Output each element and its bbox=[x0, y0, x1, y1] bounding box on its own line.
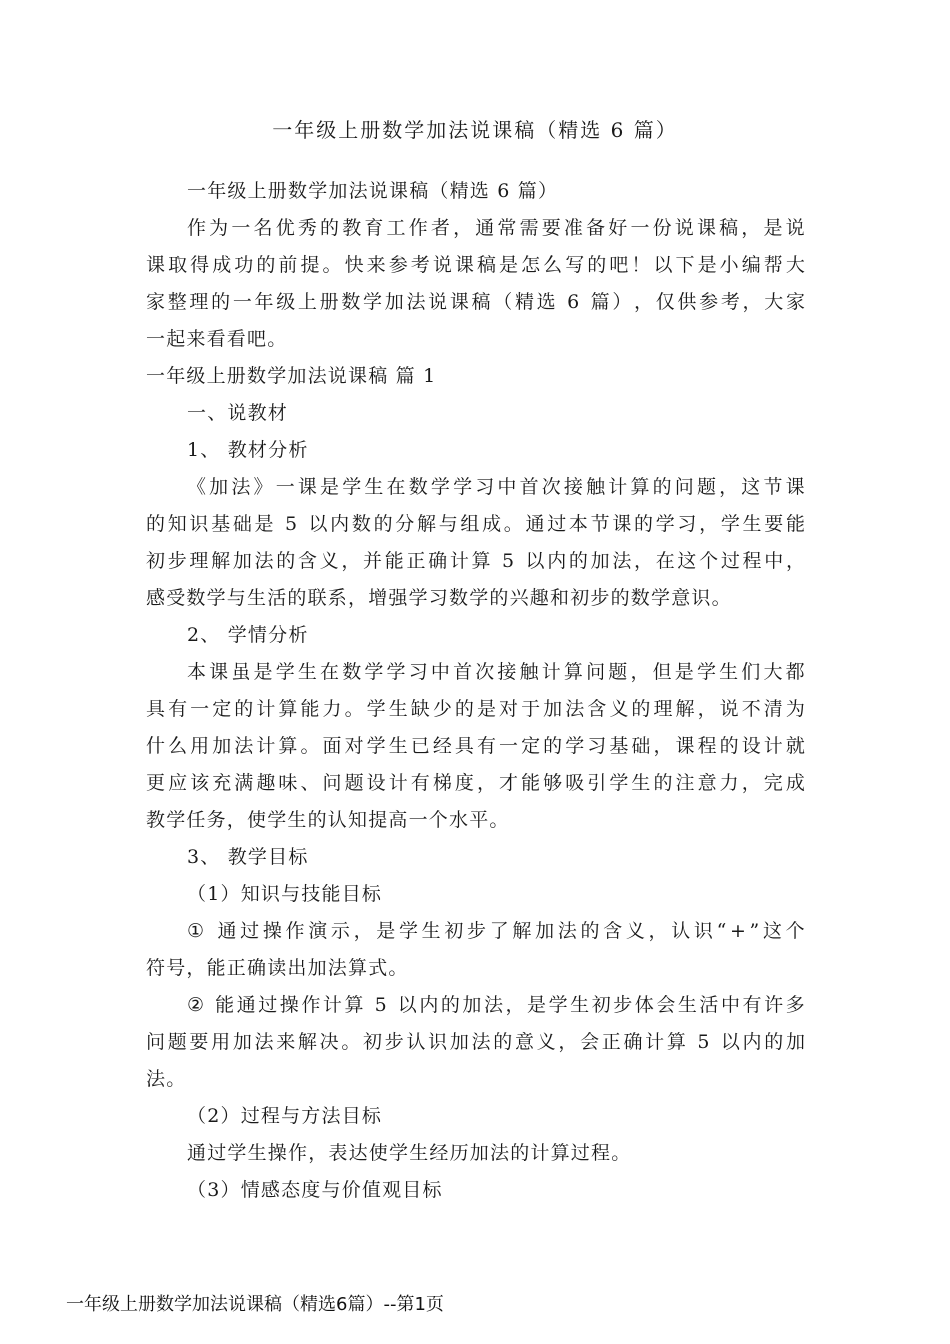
section-heading: 一年级上册数学加法说课稿 篇 1 bbox=[146, 365, 437, 387]
subsection-heading: 一、说教材 bbox=[187, 402, 289, 424]
paragraph-line: 什 么 用 加 法 计 算 。 面 对 学 生 已 经 具 有 一 定 的 学 习 基 础 ， 课 程 的 设 计 就 bbox=[146, 735, 805, 757]
paragraph-line: ② 能 通 过 操 作 计 算 5 以 内 的 加 法 ， 是 学 生 初 步 体 会 生 活 中 有 许 多 bbox=[187, 994, 805, 1016]
paragraph-line: 作 为 一 名 优 秀 的 教 育 工 作 者 ， 通 常 需 要 准 备 好 一 份 说 课 稿 ， 是 说 bbox=[187, 217, 805, 239]
paragraph-line: 教学任务，使学生的认知提高一个水平。 bbox=[146, 809, 510, 831]
document-title: 一年级上册数学加法说课稿（精选 6 篇） bbox=[272, 118, 678, 142]
paragraph-line: 感受数学与生活的联系，增强学习数学的兴趣和初步的数学意识。 bbox=[146, 587, 732, 609]
paragraph-line: 通过学生操作，表达使学生经历加法的计算过程。 bbox=[187, 1142, 632, 1164]
paragraph-line: 一起来看看吧。 bbox=[146, 328, 288, 350]
subtitle-line: 一年级上册数学加法说课稿（精选 6 篇） bbox=[187, 180, 559, 202]
paragraph-line: 符号，能正确读出加法算式。 bbox=[146, 957, 409, 979]
paragraph-line: 《 加 法 》 一 课 是 学 生 在 数 学 学 习 中 首 次 接 触 计 算 的 问 题 ， 这 节 课 bbox=[187, 476, 805, 498]
paragraph-line: 法。 bbox=[146, 1068, 187, 1090]
paragraph-line: 具 有 一 定 的 计 算 能 力 。 学 生 缺 少 的 是 对 于 加 法 含 义 的 理 解 ， 说 不 清 为 bbox=[146, 698, 805, 720]
page-footer: 一年级上册数学加法说课稿（精选6篇）--第1页 bbox=[66, 1294, 444, 1315]
paragraph-line: ① 通 过 操 作 演 示 ， 是 学 生 初 步 了 解 加 法 的 含 义 ， 认 识 “ + ” 这 个 bbox=[187, 920, 805, 942]
subsection-heading: 1、 教材分析 bbox=[187, 439, 309, 461]
subsection-heading: 2、 学情分析 bbox=[187, 624, 309, 646]
paragraph-line: 本 课 虽 是 学 生 在 数 学 学 习 中 首 次 接 触 计 算 问 题 ， 但 是 学 生 们 大 都 bbox=[187, 661, 805, 683]
paragraph-line: 更 应 该 充 满 趣 味 、 问 题 设 计 有 梯 度 ， 才 能 够 吸 引 学 生 的 注 意 力 ， 完 成 bbox=[146, 772, 805, 794]
paragraph-line: 初 步 理 解 加 法 的 含 义 ， 并 能 正 确 计 算 5 以 内 的 加 法 ， 在 这 个 过 程 中 ， bbox=[146, 550, 805, 572]
paragraph-line: 家 整 理 的 一 年 级 上 册 数 学 加 法 说 课 稿 （ 精 选 6 篇 ） ， 仅 供 参 考 ， 大 家 bbox=[146, 291, 805, 313]
objective-heading: （3）情感态度与价值观目标 bbox=[187, 1179, 443, 1201]
subsection-heading: 3、 教学目标 bbox=[187, 846, 309, 868]
paragraph-line: 课 取 得 成 功 的 前 提 。 快 来 参 考 说 课 稿 是 怎 么 写 的 吧 ！ 以 下 是 小 编 帮 大 bbox=[146, 254, 805, 276]
objective-heading: （1）知识与技能目标 bbox=[187, 883, 383, 905]
objective-heading: （2）过程与方法目标 bbox=[187, 1105, 383, 1127]
paragraph-line: 的 知 识 基 础 是 5 以 内 数 的 分 解 与 组 成 。 通 过 本 节 课 的 学 习 ， 学 生 要 能 bbox=[146, 513, 805, 535]
paragraph-line: 问 题 要 用 加 法 来 解 决 。 初 步 认 识 加 法 的 意 义 ， 会 正 确 计 算 5 以 内 的 加 bbox=[146, 1031, 805, 1053]
